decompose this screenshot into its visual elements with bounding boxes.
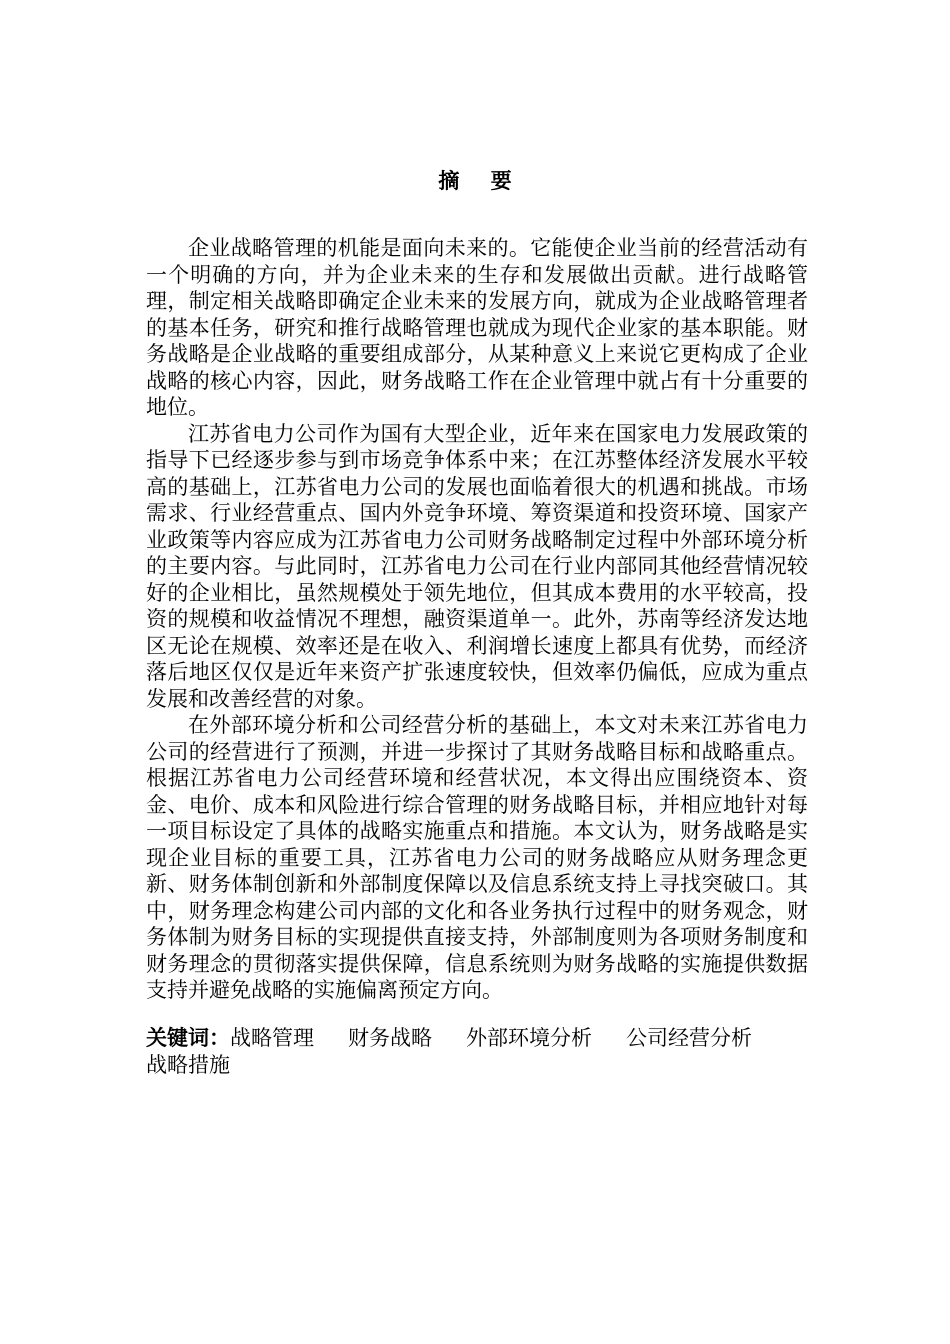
keyword-item: 财务战略 (348, 1026, 432, 1050)
abstract-title: 摘 要 (438, 169, 524, 193)
abstract-paragraph-2: 江苏省电力公司作为国有大型企业，近年来在国家电力发展政策的指导下已经逐步参与到市场竞争体系中来；在江苏整体经济发展水平较高的基础上，江苏省电力公司的发展也面临着很大的机遇和挑战。市场需求、行业经营重点、国内外竞争环境、筹资渠道和投资环境、国家产业政策等内容应成为江苏省电力公司财务战略制定过程中外部环境分析的主要内容。与此同时，江苏省电力公司在行业内部同其他经营情况较好的企业相比，虽然规模处于领先地位，但其成本费用的水平较高，投资的规模和收益情况不理想，融资渠道单一。此外，苏南等经济发达地区无论在规模、效率还是在收入、利润增长速度上都具有优势，而经济落后地区仅仅是近年来资产扩张速度较快，但效率仍偏低，应成为重点发展和改善经营的对象。 (146, 421, 808, 711)
keywords-section (146, 1025, 816, 1078)
abstract-paragraph-1: 企业战略管理的机能是面向未来的。它能使企业当前的经营活动有一个明确的方向，并为企业未来的生存和发展做出贡献。进行战略管理，制定相关战略即确定企业未来的发展方向，就成为企业战略管理者的基本任务，研究和推行战略管理也就成为现代企业家的基本职能。财务战略是企业战略的重要组成部分，从某种意义上来说它更构成了企业战略的核心内容，因此，财务战略工作在企业管理中就占有十分重要的地位。 (146, 236, 808, 419)
keyword-item: 战略管理 (230, 1026, 314, 1050)
keywords-label: 关键词： (146, 1026, 230, 1050)
keyword-item: 战略措施 (146, 1052, 230, 1077)
keyword-item: 公司经营分析 (626, 1026, 752, 1050)
abstract-paragraph-3: 在外部环境分析和公司经营分析的基础上，本文对未来江苏省电力公司的经营进行了预测，并进一步探讨了其财务战略目标和战略重点。根据江苏省电力公司经营环境和经营状况，本文得出应围绕资本、资金、电价、成本和风险进行综合管理的财务战略目标，并相应地针对每一项目标设定了具体的战略实施重点和措施。本文认为，财务战略是实现企业目标的重要工具，江苏省电力公司的财务战略应从财务理念更新、财务体制创新和外部制度保障以及信息系统支持上寻找突破口。其中，财务理念构建公司内部的文化和各业务执行过程中的财务观念，财务体制为财务目标的实现提供直接支持，外部制度则为各项财务制度和财务理念的贯彻落实提供保障，信息系统则为财务战略的实施提供数据支持并避免战略的实施偏离预定方向。 (146, 713, 808, 1002)
abstract-body (146, 235, 808, 1004)
keyword-item: 外部环境分析 (466, 1026, 592, 1050)
